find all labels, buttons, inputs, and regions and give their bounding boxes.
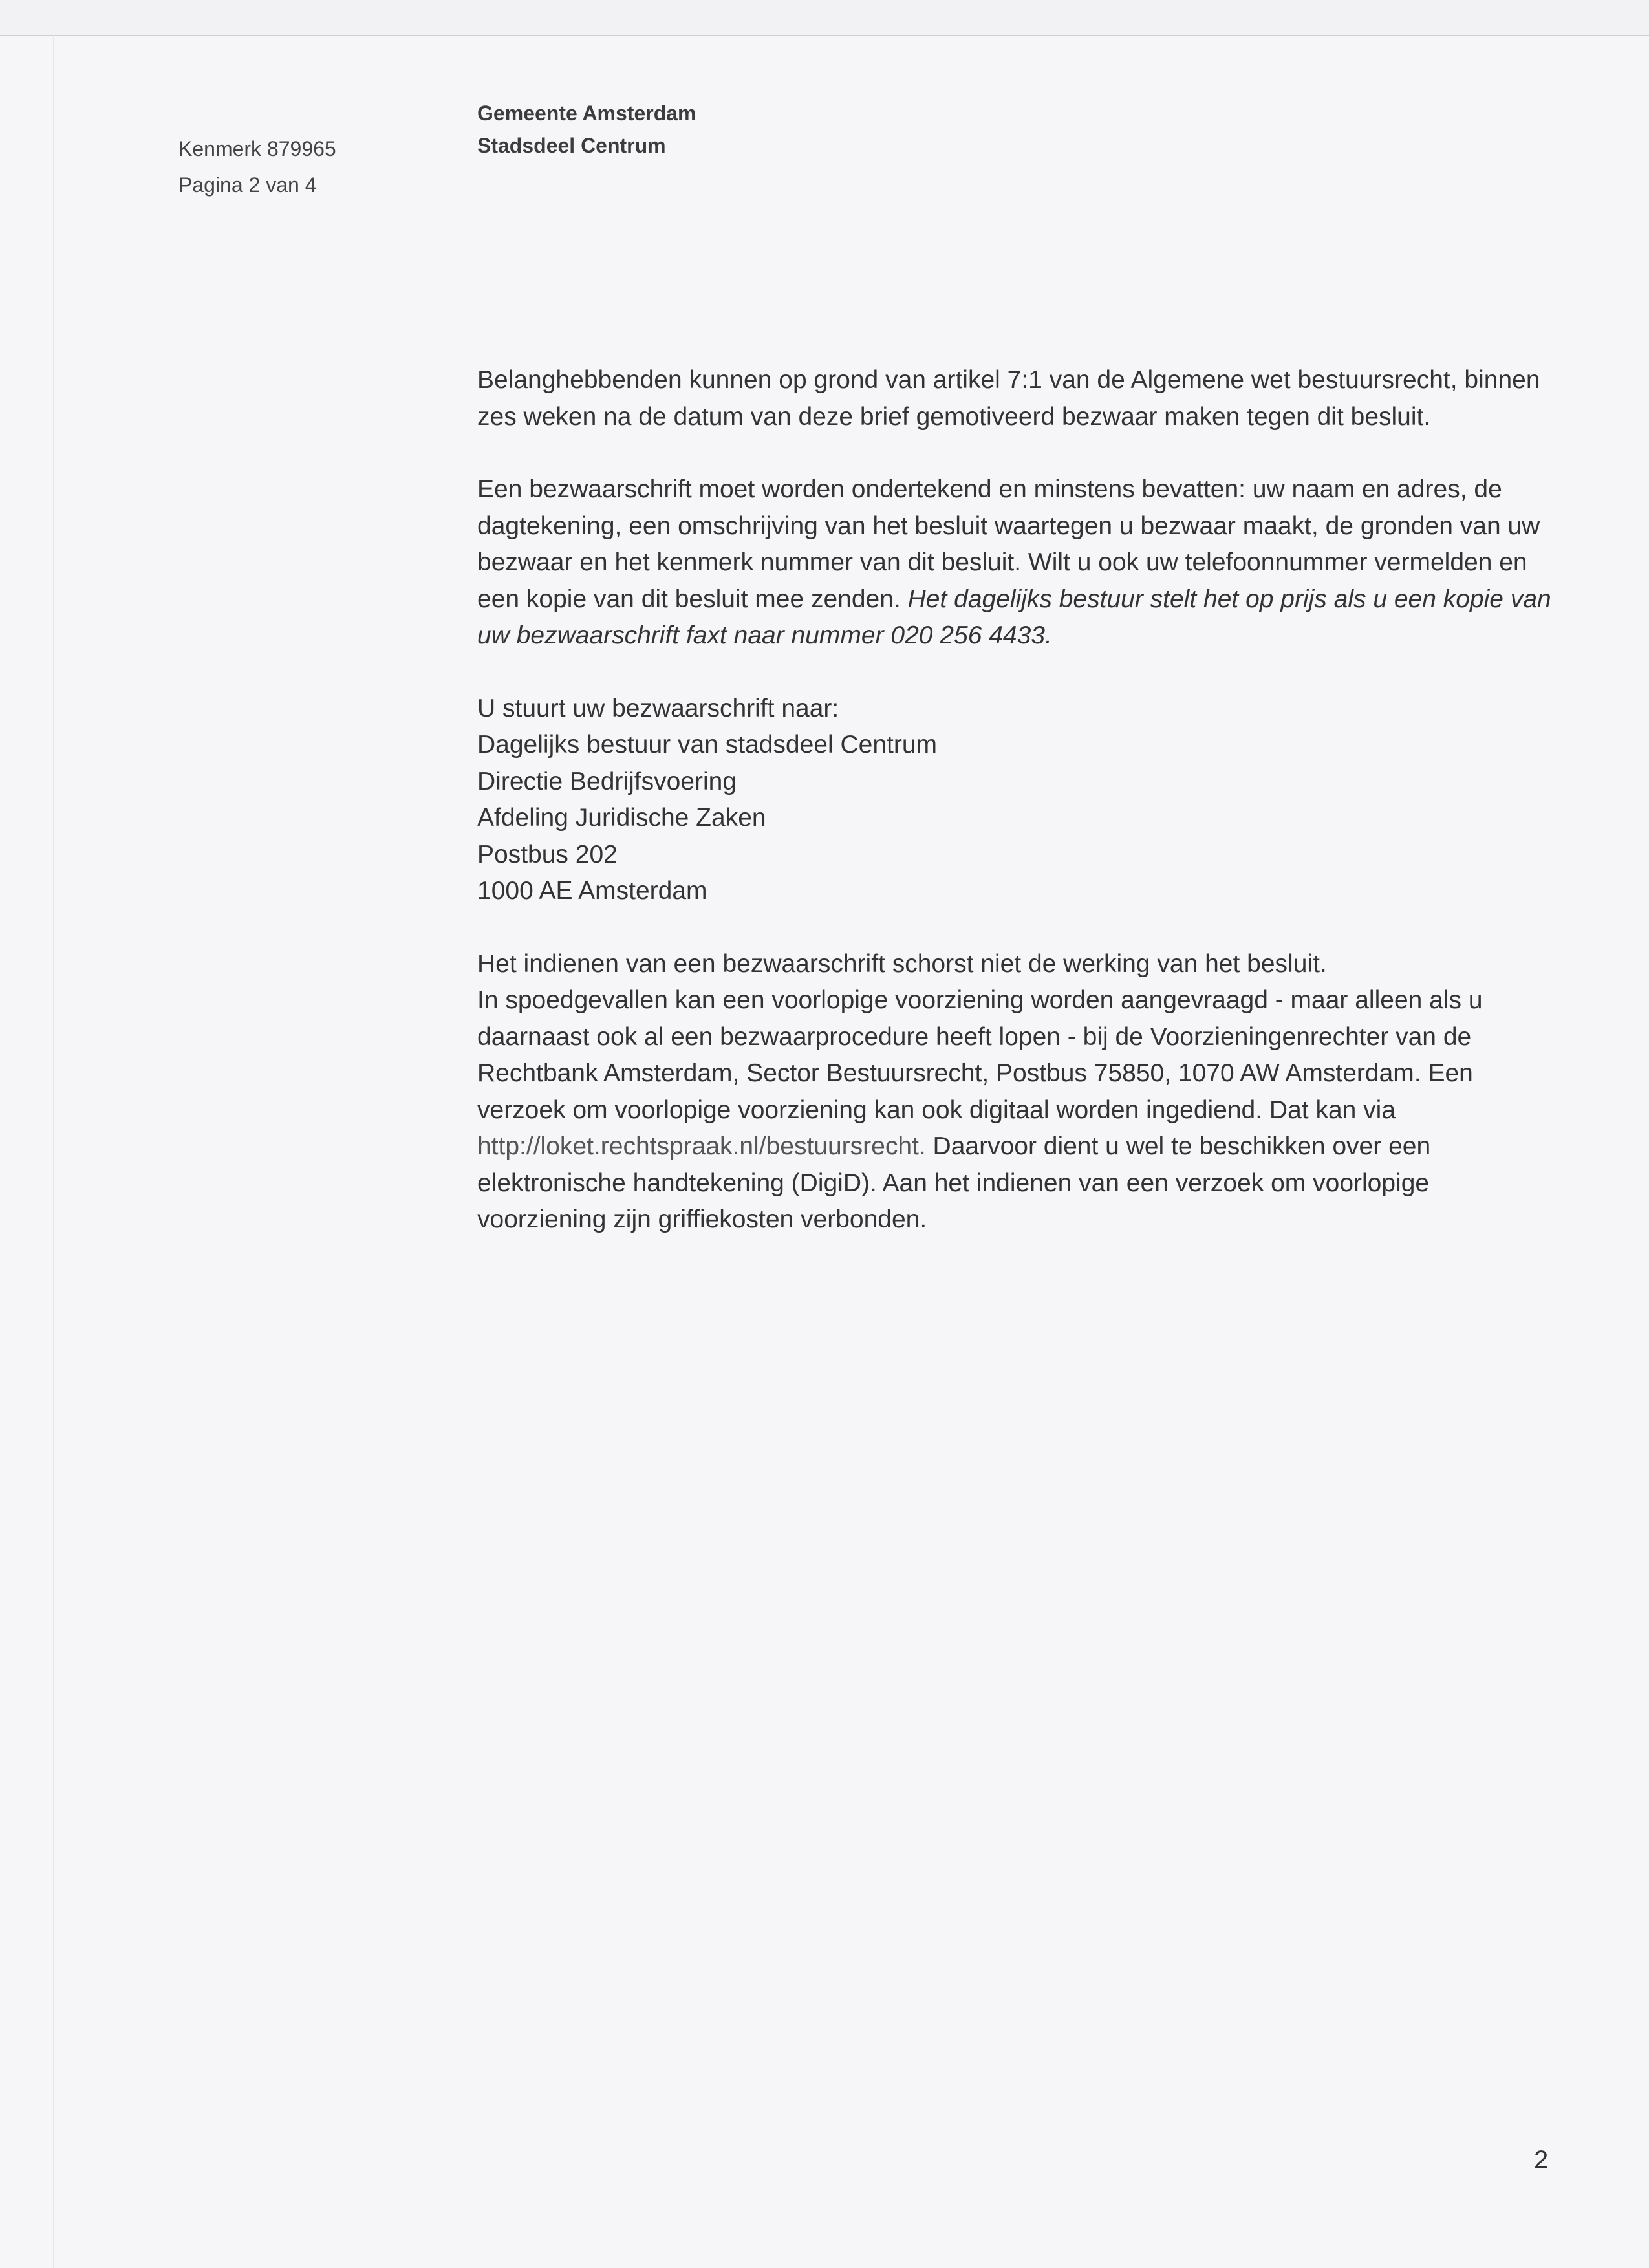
page-indicator: Pagina 2 van 4: [178, 173, 317, 197]
address-line: Dagelijks bestuur van stadsdeel Centrum: [477, 731, 938, 759]
page-number: 2: [1534, 2146, 1549, 2174]
address-intro: U stuurt uw bezwaarschrift naar:: [477, 694, 839, 722]
reference-number: Kenmerk 879965: [178, 137, 336, 160]
fax-request-text: Het dagelijks bestuur stelt het op prijs als u een kopie van uw bezwaarschrift faxt naar nummer 020 256 4433.: [477, 585, 1551, 649]
address-line: Afdeling Juridische Zaken: [477, 804, 766, 832]
address-line: Directie Bedrijfsvoering: [477, 767, 737, 795]
rechtspraak-link[interactable]: http://loket.rechtspraak.nl/bestuursrecht.: [477, 1132, 926, 1160]
letter-body: [477, 362, 1564, 1238]
scan-top-edge: [0, 0, 1649, 36]
paragraph-provisional-relief: [477, 946, 1564, 1238]
address-line: Postbus 202: [477, 840, 618, 869]
reference-block: [178, 131, 336, 203]
requirements-text: Een bezwaarschrift moet worden ondertekend en minstens bevatten: uw naam en adres, de dagtekening, een omschrijving van het besluit waartegen u bezwaar maakt, de gronden van uw bezwaar en het kenmerk nummer van dit besluit. Wilt u ook uw telefoonnummer vermelden en een kopie van dit besluit mee zenden.: [477, 475, 1540, 613]
provisional-relief-text: In spoedgevallen kan een voorlopige voorziening worden aangevraagd - maar alleen als u daarnaast ook al een bezwaarprocedure heeft lopen - bij de Voorzieningenrechter van de Rechtbank Amsterdam, Sector Bestuursrecht, Postbus 75850, 1070 AW Amsterdam. Een verzoek om voorlopige voorziening kan ook digitaal worden ingediend. Dat kan via: [477, 986, 1483, 1124]
paragraph-objection-period: Belanghebbenden kunnen op grond van artikel 7:1 van de Algemene wet bestuursrecht, binnen zes weken na de datum van deze brief gemotiveerd bezwaar maken tegen dit besluit.: [477, 366, 1540, 431]
address-block: [477, 691, 1564, 910]
organization-block: [477, 97, 696, 162]
suspension-notice: Het indienen van een bezwaarschrift schorst niet de werking van het besluit.: [477, 949, 1327, 978]
address-line: 1000 AE Amsterdam: [477, 877, 707, 905]
department-name: Stadsdeel Centrum: [477, 134, 666, 157]
paragraph-objection-requirements: [477, 471, 1564, 654]
scan-left-edge: [53, 35, 54, 2268]
digid-text: Daarvoor dient u wel te beschikken over een elektronische handtekening (DigiD). Aan het indienen van een verzoek om voorlopige voorziening zijn griffiekosten verbonden.: [477, 1132, 1431, 1233]
organization-name: Gemeente Amsterdam: [477, 102, 696, 125]
